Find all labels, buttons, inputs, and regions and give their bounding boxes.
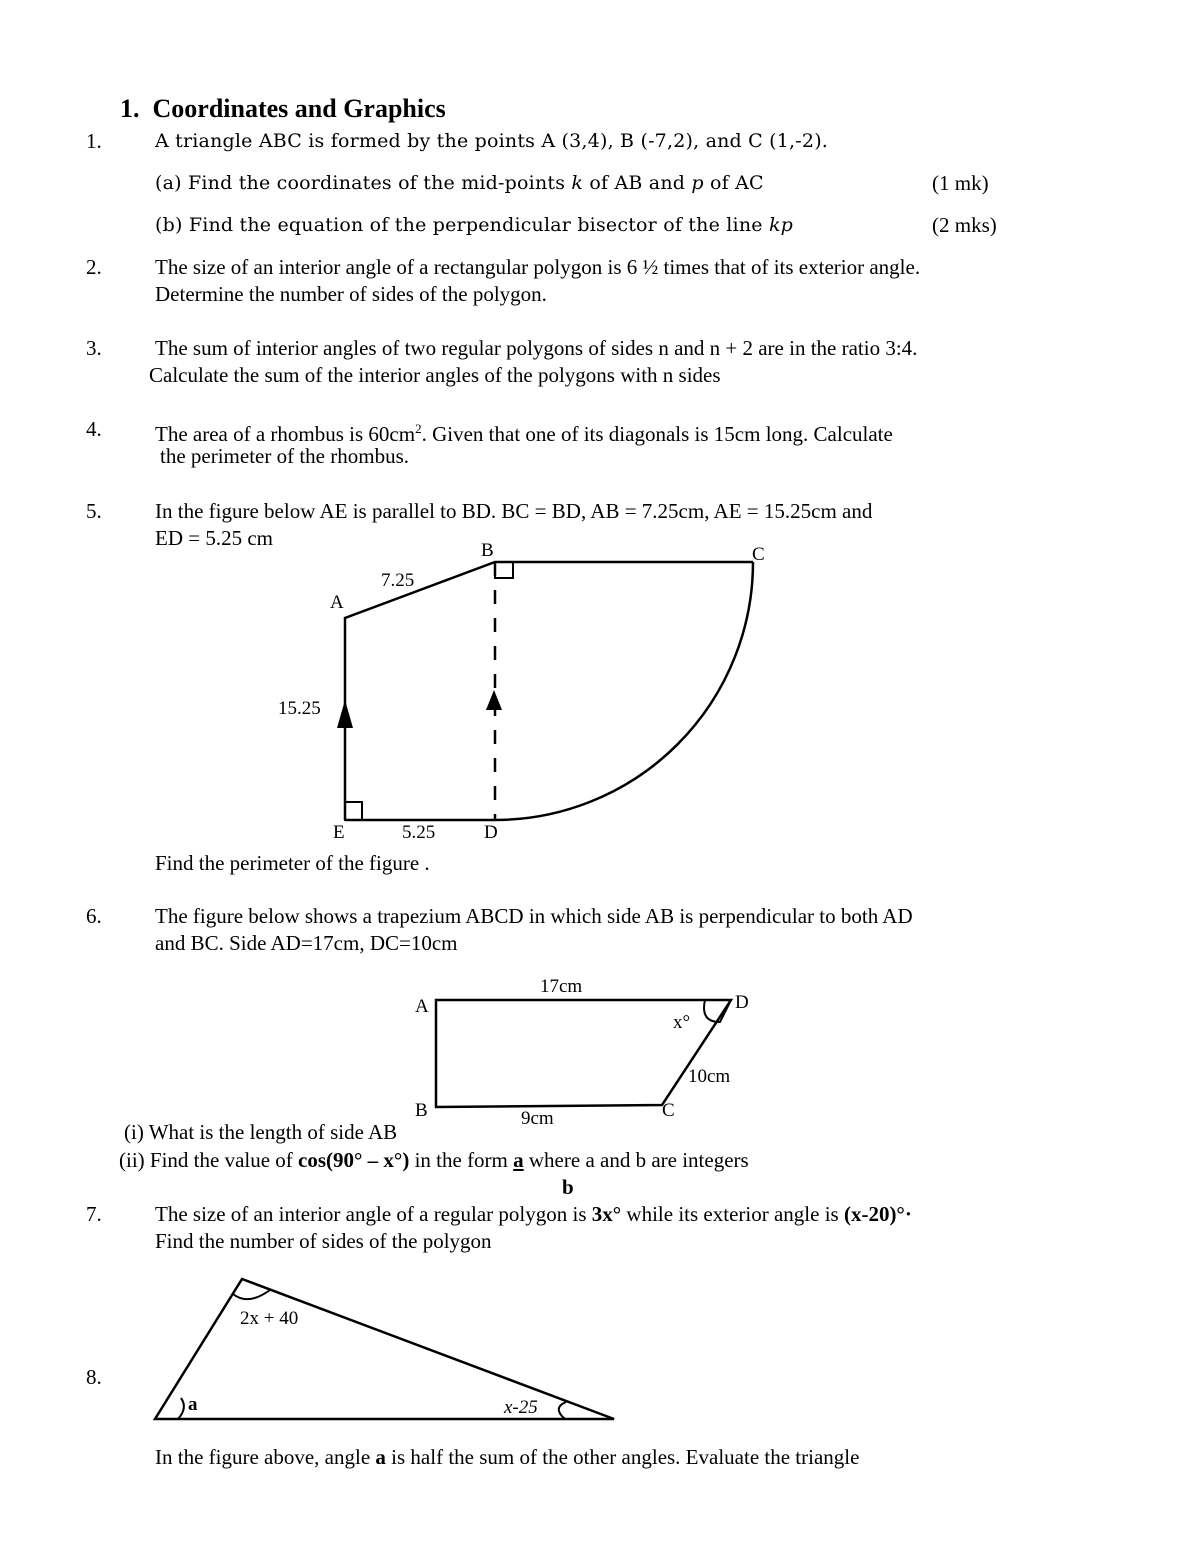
q8-angle-left-arc — [178, 1398, 184, 1419]
q5-label-e: E — [333, 822, 345, 843]
q5-number: 5. — [86, 499, 102, 523]
q1-part-a-marks: (1 mk) — [932, 171, 989, 195]
q8-figure — [155, 1279, 614, 1419]
q2-line1: The size of an interior angle of a rectangular polygon is 6 ½ times that of its exterior angle. — [155, 255, 921, 279]
q6-fraction-denominator: b — [562, 1175, 574, 1199]
q5-line1: In the figure below AE is parallel to BD. BC = BD, AB = 7.25cm, AE = 15.25cm and — [155, 499, 873, 523]
q7-line2: Find the number of sides of the polygon — [155, 1229, 492, 1253]
q8-angle-top-arc — [233, 1290, 270, 1299]
q1-number: 1. — [86, 129, 102, 153]
q5-label-d: D — [484, 822, 498, 843]
q5-label-ed: 5.25 — [402, 822, 436, 843]
q6-label-b: B — [415, 1100, 428, 1121]
q6-part-ii: (ii) Find the value of cos(90° – x°) in the form a where a and b are integers — [119, 1148, 749, 1172]
q3-line2: Calculate the sum of the interior angles of the polygons with n sides — [149, 363, 721, 387]
q8-after: In the figure above, angle a is half the sum of the other angles. Evaluate the triangle — [155, 1445, 860, 1469]
q6-label-dc: 10cm — [688, 1066, 731, 1087]
q5-label-b: B — [481, 540, 494, 561]
q6-line2: and BC. Side AD=17cm, DC=10cm — [155, 931, 458, 955]
q8-number: 8. — [86, 1365, 102, 1389]
section-title: Coordinates and Graphics — [152, 94, 446, 123]
q6-label-bc: 9cm — [521, 1108, 554, 1129]
q2-number: 2. — [86, 255, 102, 279]
q1-part-b: (b) Find the equation of the perpendicular bisector of the line kp — [155, 214, 794, 236]
q8-triangle — [155, 1279, 614, 1419]
q5-after: Find the perimeter of the figure . — [155, 851, 430, 875]
q6-label-c: C — [662, 1100, 675, 1121]
q4-line2: the perimeter of the rhombus. — [160, 444, 410, 468]
q2-line2: Determine the number of sides of the polygon. — [155, 282, 547, 306]
q7-line1: The size of an interior angle of a regular polygon is 3x° while its exterior angle is (x-20)°· — [155, 1202, 912, 1226]
q6-number: 6. — [86, 904, 102, 928]
q5-arrow-bd — [486, 690, 502, 710]
q7-number: 7. — [86, 1202, 102, 1226]
q5-line2: ED = 5.25 cm — [155, 526, 273, 550]
q8-label-top: 2x + 40 — [240, 1308, 299, 1329]
q4-number: 4. — [86, 417, 102, 441]
q5-label-a: A — [330, 592, 344, 613]
q5-right-angle-e — [345, 802, 362, 820]
q6-label-ad: 17cm — [540, 976, 583, 997]
q6-label-d: D — [735, 992, 749, 1013]
q5-figure — [337, 562, 753, 820]
q5-label-ab: 7.25 — [381, 570, 415, 591]
q6-label-angle: x° — [673, 1012, 691, 1033]
q5-quarter-arc — [495, 562, 753, 820]
q5-arrow-ae — [337, 700, 353, 728]
q6-line1: The figure below shows a trapezium ABCD in which side AB is perpendicular to both AD — [155, 904, 913, 928]
q5-right-angle-b — [495, 562, 513, 578]
q6-part-i: (i) What is the length of side AB — [124, 1120, 398, 1144]
q1-part-a: (a) Find the coordinates of the mid-points k of AB and p of AC — [155, 172, 764, 194]
q3-number: 3. — [86, 336, 102, 360]
q1-part-b-marks: (2 mks) — [932, 213, 997, 237]
section-number: 1. — [120, 94, 140, 123]
q1-text: A triangle ABC is formed by the points A (3,4), B (-7,2), and C (1,-2). — [155, 130, 829, 152]
q5-outline — [345, 562, 753, 820]
q6-label-a: A — [415, 996, 429, 1017]
q5-label-ae: 15.25 — [278, 698, 321, 719]
q5-label-c: C — [752, 544, 765, 565]
q4-line1: The area of a rhombus is $60cm^2$. Given that one of its diagonals is 15cm long. Calculate — [155, 421, 893, 446]
q8-label-a: a — [188, 1394, 198, 1415]
q3-line1: The sum of interior angles of two regular polygons of sides n and n + 2 are in the ratio 3:4. — [155, 336, 918, 360]
q8-label-right: x-25 — [504, 1397, 538, 1418]
q8-angle-right-arc — [559, 1402, 566, 1419]
